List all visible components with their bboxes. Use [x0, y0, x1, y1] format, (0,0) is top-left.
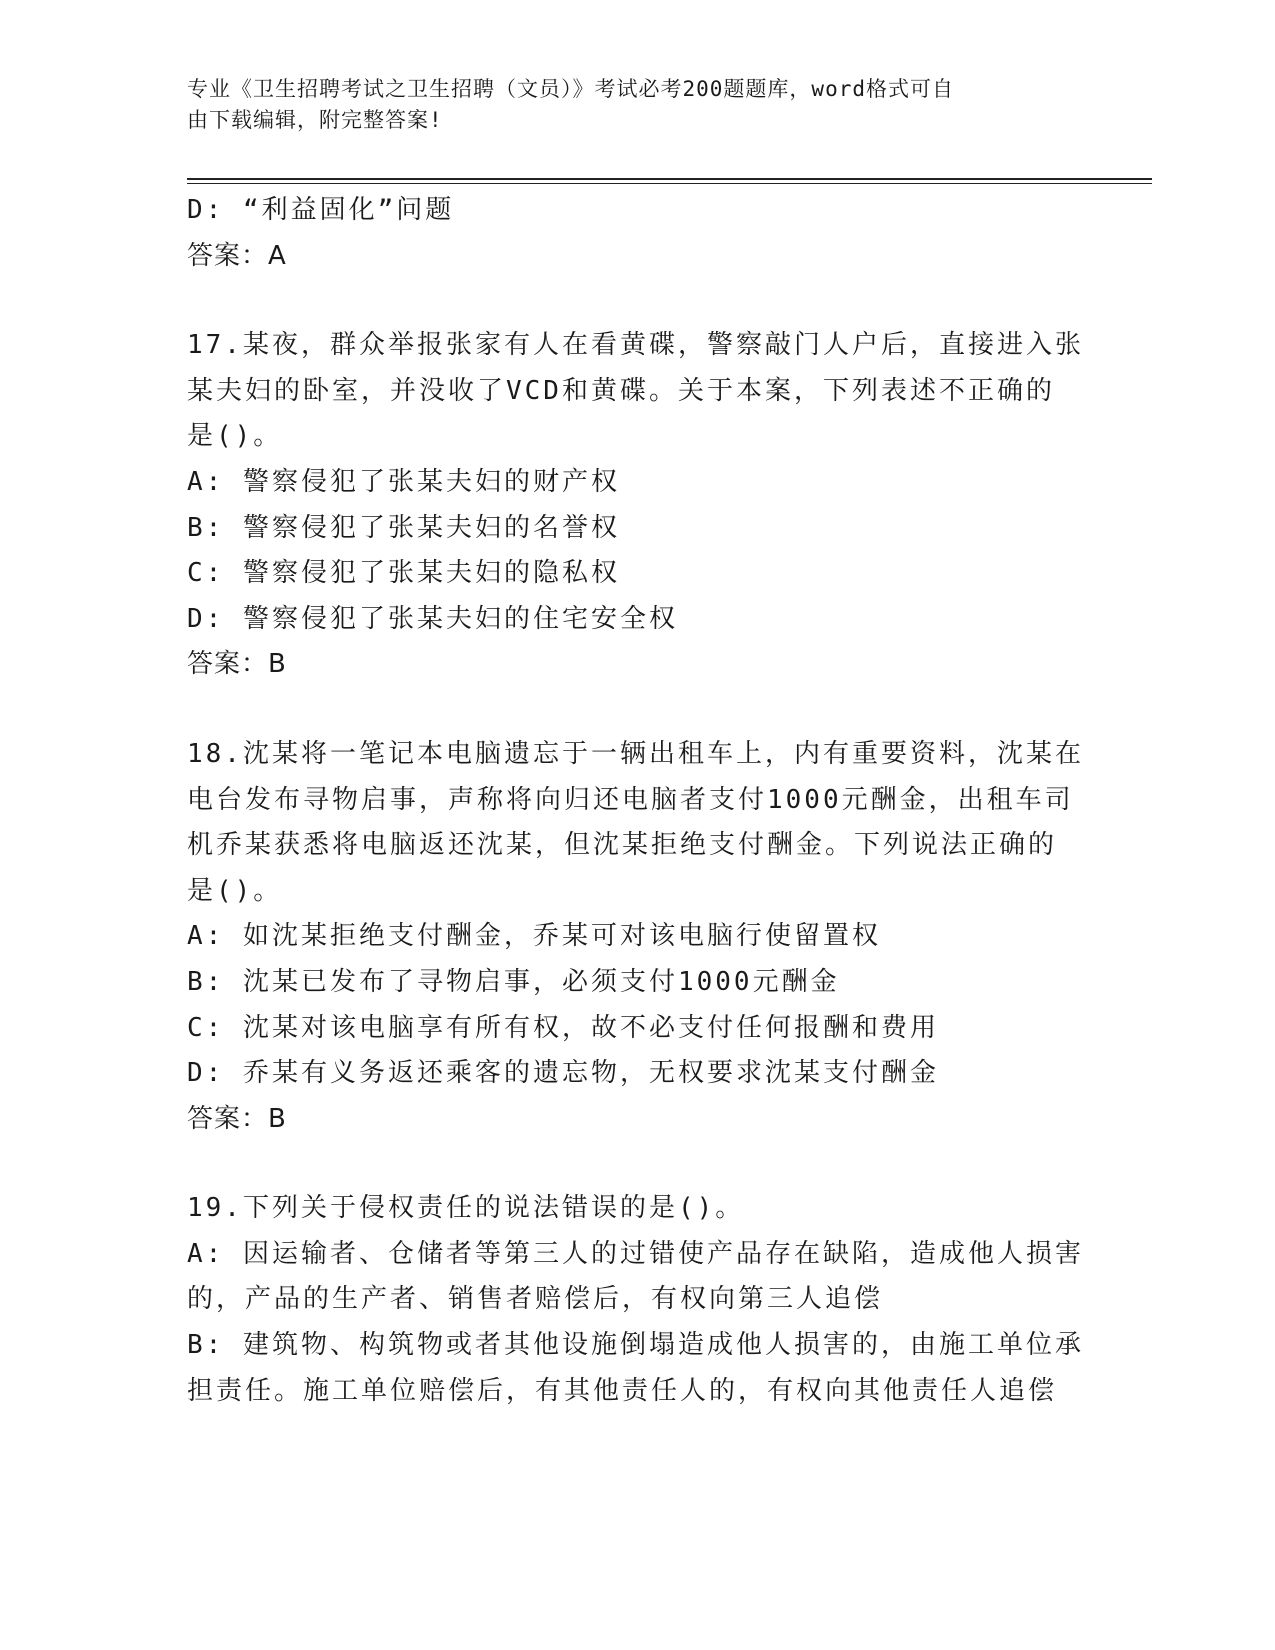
option-a: A: 因运输者、仓储者等第三人的过错使产品存在缺陷，造成他人损害 — [187, 1238, 1084, 1269]
option-b: B: 沈某已发布了寻物启事，必须支付1000元酬金 — [187, 966, 840, 997]
answer-line: 答案：A — [187, 240, 287, 271]
question-19 — [187, 1186, 1084, 1414]
question-stem-line: 19.下列关于侵权责任的说法错误的是()。 — [187, 1193, 745, 1224]
option-c: C: 沈某对该电脑享有所有权，故不必支付任何报酬和费用 — [187, 1012, 939, 1043]
question-stem-line: 某夫妇的卧室，并没收了VCD和黄碟。关于本案，下列表述不正确的 — [187, 375, 1055, 406]
question-spacer — [187, 1142, 1077, 1186]
question-stem-line: 18.沈某将一笔记本电脑遗忘于一辆出租车上，内有重要资料，沈某在 — [187, 738, 1084, 769]
previous-question-tail — [187, 188, 1077, 279]
question-18 — [187, 732, 1084, 1142]
header-divider-thick — [187, 178, 1152, 180]
question-spacer — [187, 688, 1077, 732]
question-stem-line: 是()。 — [187, 421, 283, 452]
answer-line: 答案：B — [187, 649, 287, 680]
option-d: D: 警察侵犯了张某夫妇的住宅安全权 — [187, 603, 678, 634]
question-content — [187, 188, 1084, 1414]
header-divider-thin — [187, 183, 1152, 184]
question-stem-line: 是()。 — [187, 875, 283, 906]
document-header — [187, 74, 1067, 136]
question-17 — [187, 323, 1084, 688]
question-stem-line: 电台发布寻物启事，声称将向归还电脑者支付1000元酬金，出租车司 — [187, 784, 1074, 815]
header-line-1: 专业《卫生招聘考试之卫生招聘（文员）》考试必考200题题库，word格式可自 — [187, 77, 954, 101]
option-b: B: 警察侵犯了张某夫妇的名誉权 — [187, 512, 620, 543]
option-b: B: 建筑物、构筑物或者其他设施倒塌造成他人损害的，由施工单位承 — [187, 1330, 1084, 1361]
question-spacer — [187, 279, 1077, 323]
option-c: C: 警察侵犯了张某夫妇的隐私权 — [187, 558, 620, 589]
answer-line: 答案：B — [187, 1103, 287, 1134]
option-d: D: “利益固化”问题 — [187, 195, 455, 225]
option-b-continued: 担责任。施工单位赔偿后，有其他责任人的，有权向其他责任人追偿 — [187, 1375, 1058, 1406]
option-a: A: 警察侵犯了张某夫妇的财产权 — [187, 466, 620, 497]
option-a-continued: 的，产品的生产者、销售者赔偿后，有权向第三人追偿 — [187, 1284, 884, 1315]
option-d: D: 乔某有义务返还乘客的遗忘物，无权要求沈某支付酬金 — [187, 1058, 939, 1089]
question-stem-line: 17.某夜，群众举报张家有人在看黄碟，警察敲门人户后，直接进入张 — [187, 330, 1084, 361]
option-a: A: 如沈某拒绝支付酬金，乔某可对该电脑行使留置权 — [187, 921, 881, 952]
question-stem-line: 机乔某获悉将电脑返还沈某，但沈某拒绝支付酬金。下列说法正确的 — [187, 830, 1058, 861]
header-line-2: 由下载编辑，附完整答案! — [187, 108, 443, 132]
